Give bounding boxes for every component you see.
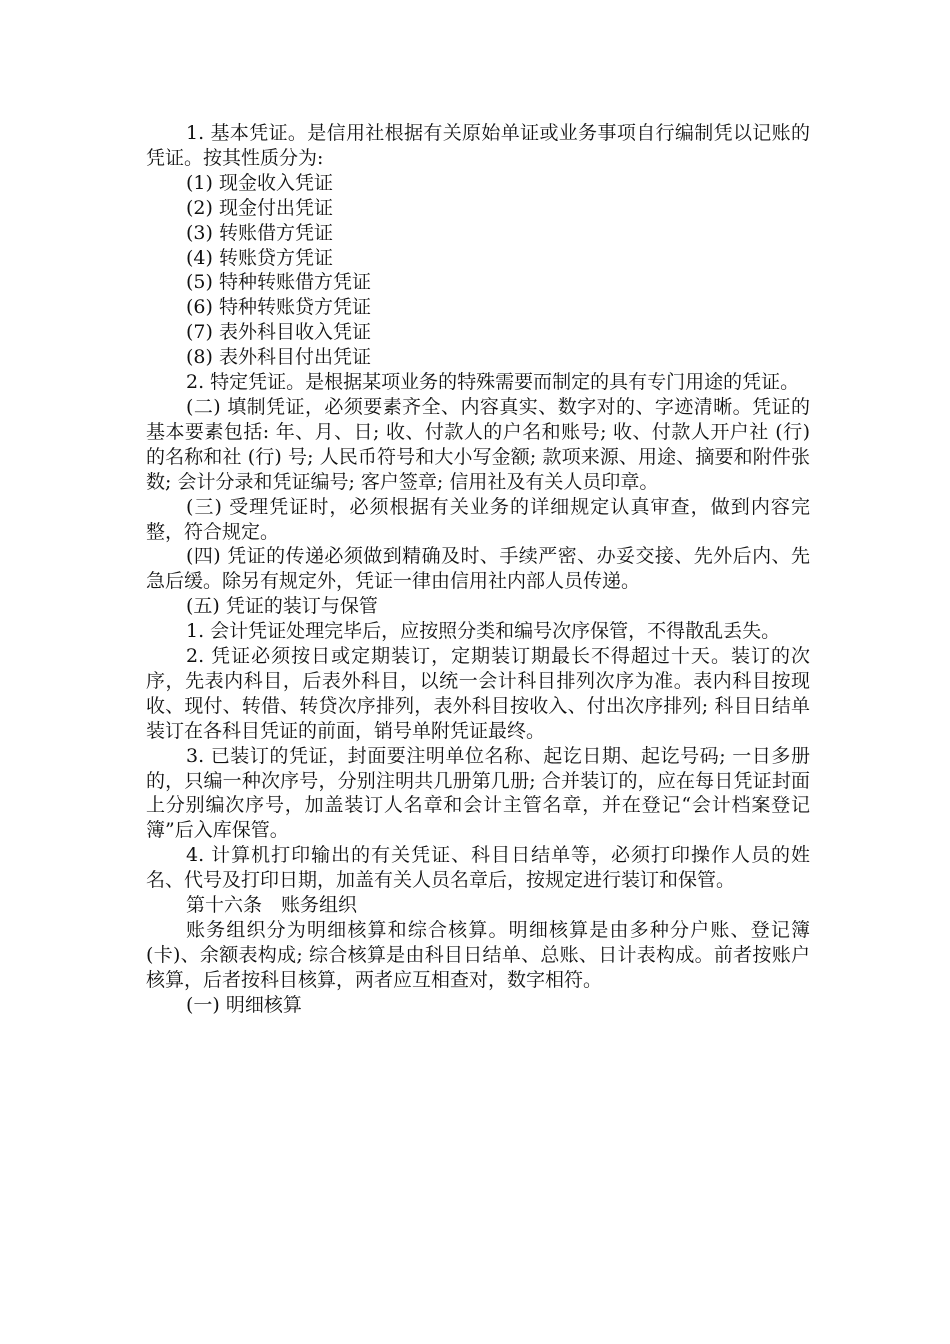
list-item-transfer-debit: (3) 转账借方凭证 — [186, 221, 333, 244]
paragraph-special-voucher: 2. 特定凭证。是根据某项业务的特殊需要而制定的具有专门用途的凭证。 — [186, 371, 800, 394]
list-item-off-balance-receipt: (7) 表外科目收入凭证 — [186, 321, 371, 344]
paragraph-binding-2: 2. 凭证必须按日或定期装订，定期装订期最长不得超过十天。装订的次序，先表内科目，后表外科目，以统一会计科目排列次序为准。表内科目按现收、现付、转借、转贷次序排列，表外科目按收入、付出次序排列; 科目日结单装订在各科目凭证的前面，销号单附凭证最终。 — [146, 645, 810, 742]
paragraph-accept-voucher: (三) 受理凭证时，必须根据有关业务的详细规定认真审查，做到内容完整，符合规定。 — [146, 495, 810, 543]
paragraph-binding-3: 3. 已装订的凭证，封面要注明单位名称、起讫日期、起讫号码; 一日多册的，只编一种次序号，分别注明共几册第几册; 合并装订的，应在每日凭证封面上分别编次序号，加盖装订人名章和会计主管名章，并在登记“会计档案登记簿”后入库保管。 — [146, 744, 810, 842]
section-heading-binding: (五) 凭证的装订与保管 — [186, 595, 378, 618]
list-item-transfer-credit: (4) 转账贷方凭证 — [186, 246, 333, 269]
list-item-special-transfer-credit: (6) 特种转账贷方凭证 — [186, 296, 371, 319]
paragraph-binding-1: 1. 会计凭证处理完毕后，应按照分类和编号次序保管，不得散乱丢失。 — [186, 620, 781, 643]
list-item-off-balance-payment: (8) 表外科目付出凭证 — [186, 346, 371, 369]
paragraph-accounting-organization: 账务组织分为明细核算和综合核算。明细核算是由多种分户账、登记簿 (卡)、余额表构成; 综合核算是由科目日结单、总账、日计表构成。前者按账户核算，后者按科目核算，两者应互相查对，数字相符。 — [146, 919, 810, 991]
article-heading-16: 第十六条 账务组织 — [186, 894, 358, 917]
document-page — [146, 121, 810, 1018]
list-item-cash-receipt: (1) 现金收入凭证 — [186, 171, 333, 194]
section-heading-detail-accounting: (一) 明细核算 — [186, 993, 302, 1016]
paragraph-basic-voucher: 1. 基本凭证。是信用社根据有关原始单证或业务事项自行编制凭以记账的凭证。按其性质分为: — [146, 122, 810, 169]
paragraph-transfer-voucher: (四) 凭证的传递必须做到精确及时、手续严密、办妥交接、先外后内、先急后缓。除另有规定外，凭证一律由信用社内部人员传递。 — [146, 545, 810, 593]
paragraph-fill-voucher: (二) 填制凭证，必须要素齐全、内容真实、数字对的、字迹清晰。凭证的基本要素包括: 年、月、日; 收、付款人的户名和账号; 收、付款人开户社 (行) 的名称和社 (行) 号; 人民币符号和大小写金额; 款项来源、用途、摘要和附件张数; 会计分录和凭证编号; 客户签章; 信用社及有关人员印章。 — [146, 395, 810, 493]
list-item-special-transfer-debit: (5) 特种转账借方凭证 — [186, 271, 371, 294]
paragraph-binding-4: 4. 计算机打印输出的有关凭证、科目日结单等，必须打印操作人员的姓名、代号及打印日期，加盖有关人员名章后，按规定进行装订和保管。 — [146, 844, 810, 892]
list-item-cash-payment: (2) 现金付出凭证 — [186, 196, 333, 219]
